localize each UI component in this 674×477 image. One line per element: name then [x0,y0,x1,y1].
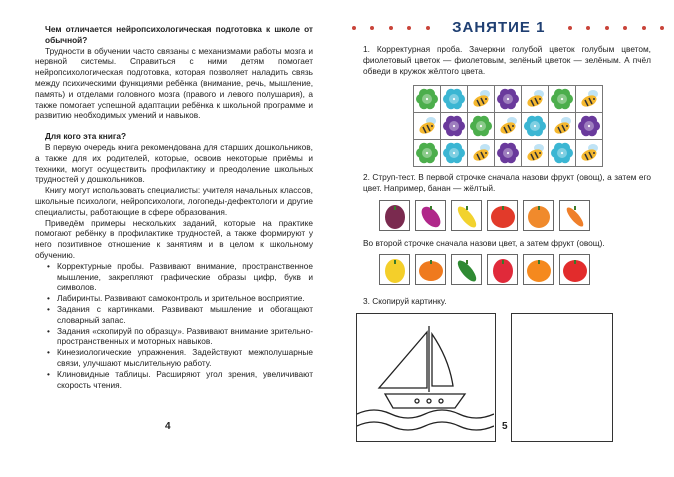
paragraph: Трудности в обучении часто связаны с механизмами работы мозга и нервной системы. Справиться с ними детям помогает нейропсихологическая подготовка, которая позволяет наладить связь между психическими функциями ребёнка (внимание, речь, мышление, память) и отделами головного мозга (правого и левого полушария), а также помогает успешной адаптации ребёнка к школьной программе и развитию необходимых умений и навыков. [35,45,313,121]
bee-icon[interactable] [522,86,548,112]
bee-icon[interactable] [495,113,521,139]
sailboat-drawing [357,314,494,440]
plum-icon [379,200,410,231]
task-list [47,261,313,391]
heading-difference: Чем отличается нейропсихологическая подготовка к школе от обычной? [45,24,313,45]
green-flower-icon[interactable] [414,140,440,166]
strawberry-icon [487,254,518,285]
pepper-icon [379,254,410,285]
apple-icon [487,200,518,231]
list-item: • Клиновидные таблицы. Расширяют угол зрения, увеличивают скорость чтения. [47,369,313,391]
pumpkin-icon [415,254,446,285]
purple-flower-icon[interactable] [576,113,602,139]
right-page [337,0,674,477]
list-item: • Задания «скопируй по образцу». Развивают внимание зрительно-пространственных и моторных навыков. [47,326,313,348]
task-2b-text: Во второй строчке сначала назови цвет, а затем фрукт (овощ). [363,238,605,248]
blue-flower-icon[interactable] [441,86,467,112]
green-flower-icon[interactable] [549,86,575,112]
eggplant-icon [415,200,446,231]
lesson-title: ЗАНЯТИЕ 1 [452,19,546,36]
sample-picture-box [356,313,496,442]
tomato-icon [559,254,590,285]
list-item: • Кинезиологические упражнения. Задействуют межполушарные связи, улучшают мыслительную работу. [47,347,313,369]
bee-icon[interactable] [549,113,575,139]
bee-icon[interactable] [468,86,494,112]
green-flower-icon[interactable] [468,113,494,139]
purple-flower-icon[interactable] [441,113,467,139]
left-text [35,24,313,390]
task-3-text: 3. Скопируй картинку. [363,296,447,306]
purple-flower-icon[interactable] [495,86,521,112]
orange-icon [523,200,554,231]
page-number: 5 [502,421,508,432]
paragraph: В первую очередь книга рекомендована для старших дошкольников, а также для их родителей, которые, освоив некоторые приёмы и техники, могут осуществить профилактику и преодоление школьных трудностей у дошкольников. [35,141,313,185]
blue-flower-icon[interactable] [522,113,548,139]
bee-icon[interactable] [576,86,602,112]
bee-icon[interactable] [468,140,494,166]
heading-audience: Для кого эта книга? [45,131,127,142]
paragraph: Книгу могут использовать специалисты: учителя начальных классов, школьные психологи, нейропсихологи, логопеды-дефектологи и другие специалисты, работающие в сфере образования. [35,185,313,217]
paragraph: Приведём примеры нескольких заданий, которые на практике помогают ребёнку в профилактике трудностей, а также формируют у него позитивное отношение к занятиям и в целом к школьному обучению. [35,217,313,260]
task-1-text: 1. Корректурная проба. Зачеркни голубой цветок голубым цветом, фиолетовый цветок — фиолетовым, зелёный цветок — зелёным. А пчёл обведи в кружок жёлтого цвета. [363,44,651,76]
tangerine-icon [523,254,554,285]
green-flower-icon[interactable] [414,86,440,112]
blue-flower-icon[interactable] [549,140,575,166]
cucumber-icon [451,254,482,285]
fruit-row-1 [379,200,590,231]
purple-flower-icon[interactable] [495,140,521,166]
lesson-header [352,19,664,36]
blue-flower-icon[interactable] [441,140,467,166]
carrot-icon [559,200,590,231]
copy-drawing-box[interactable] [511,313,613,442]
banana-icon [451,200,482,231]
bee-icon[interactable] [522,140,548,166]
bee-icon[interactable] [414,113,440,139]
proofreading-grid [413,85,603,167]
task-2-text: 2. Струп-тест. В первой строчке сначала назови фрукт (овощ), а затем его цвет. Например, банан — жёлтый. [363,172,651,193]
list-item: • Лабиринты. Развивают самоконтроль и зрительное восприятие. [47,293,313,304]
fruit-row-2 [379,254,590,285]
bee-icon[interactable] [576,140,602,166]
list-item: • Задания с картинками. Развивают мышление и обогащают словарный запас. [47,304,313,326]
page-number: 4 [165,421,171,432]
list-item: • Корректурные пробы. Развивают внимание, пространственное мышление, закрепляют графические образы цифр, букв и символов. [47,261,313,293]
